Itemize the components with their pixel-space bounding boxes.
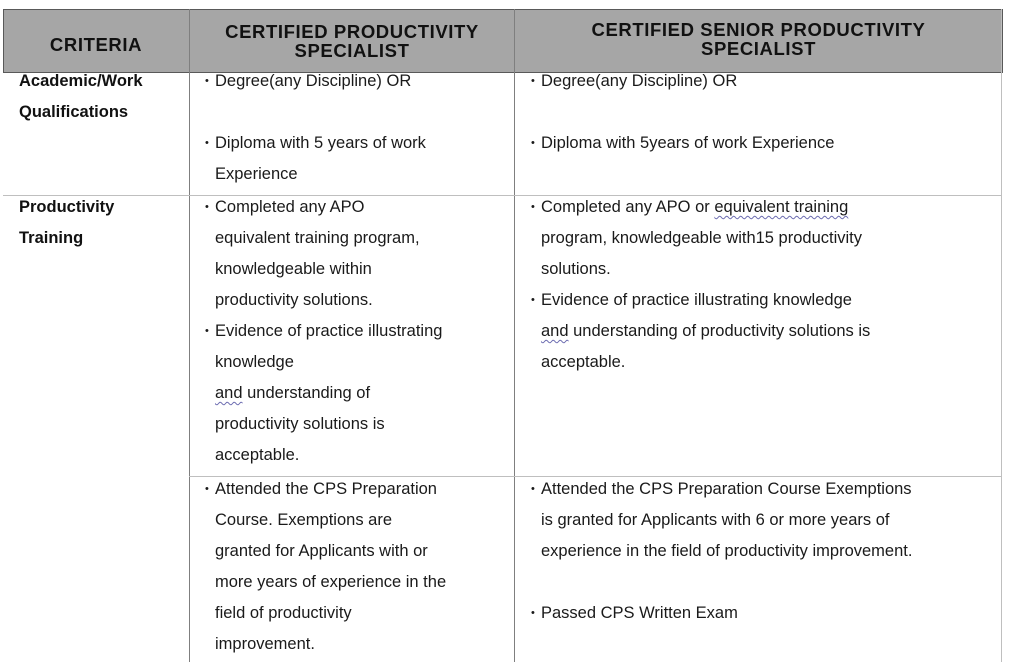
spellcheck-word: equivalent training	[714, 198, 849, 216]
header-csps-line2: SPECIALIST	[701, 38, 816, 59]
list-item: • Evidence of practice illustrating	[205, 316, 510, 347]
header-criteria: CRITERIA	[49, 34, 143, 55]
list-item: • Diploma with 5years of work Experience	[531, 128, 996, 159]
criteria-table	[3, 9, 1002, 662]
list-item: • Completed any APO or equivalent training	[531, 192, 996, 223]
header-cps-line1: CERTIFIED PRODUCTIVITY	[225, 21, 479, 42]
csps-preparation-cell: • Attended the CPS Preparation Course Exemptions is granted for Applicants with 6 or more years of experience in the field of productivity improvement. • Passed CPS Written Exam	[531, 474, 996, 629]
cps-training-cell: • Completed any APO equivalent training program, knowledgeable within productivity solutions. • Evidence of practice illustrating knowledge and understanding of productivity solutions is acceptable.	[205, 192, 510, 471]
list-item: • Degree(any Discipline) OR	[205, 66, 510, 97]
header-cps-line2: SPECIALIST	[294, 40, 410, 61]
csps-academic-cell	[531, 66, 996, 159]
criteria-productivity-training: Productivity Training	[19, 198, 115, 247]
spellcheck-word: and	[215, 384, 243, 402]
criteria-academic: Academic/Work Qualifications	[19, 72, 143, 121]
csps-training-cell: • Completed any APO or equivalent training program, knowledgeable with15 productivity solutions. • Evidence of practice illustrating knowledge and understanding of productivity solutions is acceptable.	[531, 192, 996, 378]
spellcheck-word: and	[541, 322, 569, 340]
list-item: • Diploma with 5 years of work	[205, 128, 510, 159]
cps-academic-cell: • Degree(any Discipline) OR • Diploma with 5 years of work Experience	[205, 66, 510, 190]
table-right-border	[1001, 9, 1002, 662]
list-item: • Passed CPS Written Exam	[531, 598, 996, 629]
cps-preparation-cell: • Attended the CPS Preparation Course. Exemptions are granted for Applicants with or more years of experience in the field of productivity improvement.	[205, 474, 510, 660]
list-item: • Attended the CPS Preparation	[205, 474, 510, 505]
header-csps-line1: CERTIFIED SENIOR PRODUCTIVITY	[591, 19, 926, 40]
list-item: • Completed any APO	[205, 192, 510, 223]
column-divider	[514, 9, 515, 662]
header-cps-title	[190, 22, 514, 60]
list-item: • Attended the CPS Preparation Course Exemptions	[531, 474, 996, 505]
list-item: • Degree(any Discipline) OR	[531, 66, 996, 97]
column-divider	[189, 9, 190, 662]
header-csps-title	[515, 20, 1002, 58]
list-item: • Evidence of practice illustrating knowledge	[531, 285, 996, 316]
